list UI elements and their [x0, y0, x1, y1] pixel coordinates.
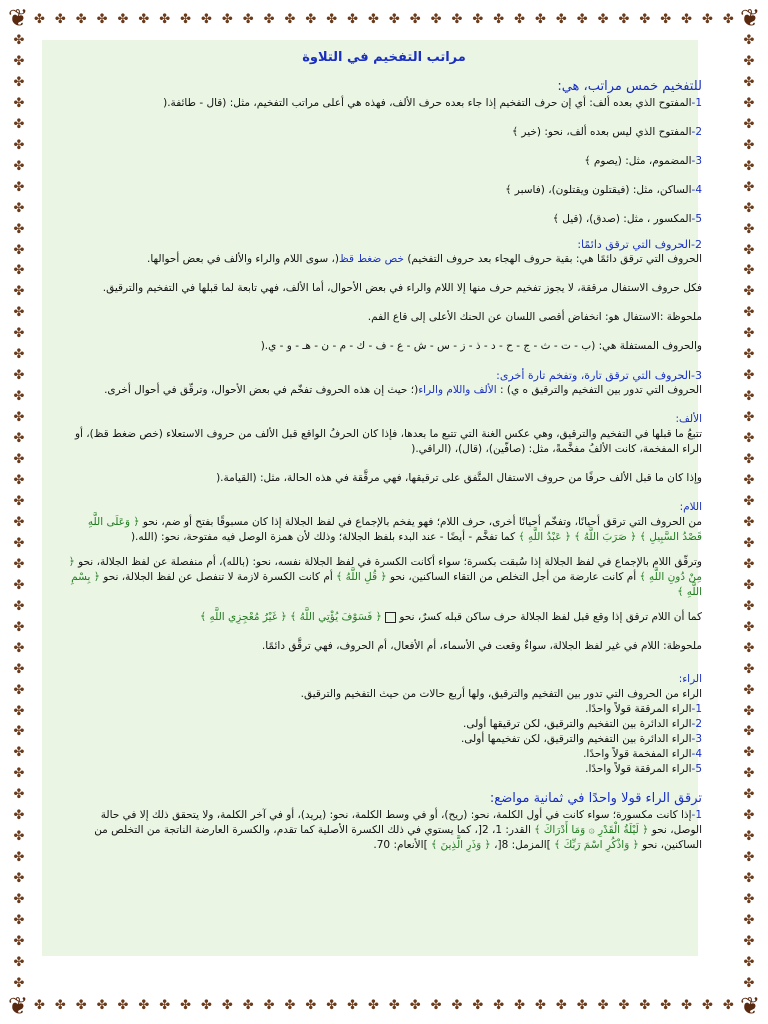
border-ornament-icon: ✤ [743, 95, 755, 111]
border-ornament-icon: ✤ [159, 997, 171, 1013]
border-ornament-icon: ✤ [201, 11, 212, 27]
border-ornament-icon: ✤ [159, 11, 171, 27]
border-ornament-icon: ✤ [305, 997, 317, 1013]
border-ornament-icon: ✤ [639, 997, 651, 1013]
border-ornament-icon: ✤ [743, 975, 755, 990]
border-ornament-icon: ✤ [743, 892, 755, 908]
border-ornament-icon: ✤ [472, 11, 484, 27]
border-ornament-icon: ✤ [743, 284, 755, 300]
border-ornament-icon: ✤ [743, 368, 755, 384]
always-thin-paragraph: فكل حروف الاستفال مرققة، لا يجوز تفخيم حرف منها إلا اللام والراء في بعض الأحوال، أما الألف، فهي تابعة لما قبلها في التفخيم والترقيق. [102, 282, 702, 294]
border-ornament-icon: ✤ [13, 263, 25, 279]
border-ornament-icon: ✤ [180, 997, 192, 1013]
border-ornament-icon: ✤ [743, 263, 755, 279]
border-ornament-icon: ✤ [347, 11, 359, 27]
border-ornament-icon: ✤ [13, 284, 25, 300]
border-ornament-icon: ✤ [13, 368, 25, 384]
border-ornament-icon: ✤ [221, 997, 233, 1013]
rank-item: 2-المفتوح الذي ليس بعده ألف، نحو: (خير ﴾ [511, 126, 702, 138]
border-ornament-icon: ✤ [743, 74, 755, 90]
alif-paragraph: تتبعُ ما قبلها في التفخيم والترقيق، وهي عكس الغنة التي تتبع ما بعدها، فإذا كان الحرفُ الواقع قبل الألف من حروف الاستعلاء (خص ضغط قظ)، أو الراء المفخمة، كانت الألفُ مفخَّمةً، مثل: (صافّين)، (قال)، (الراقي.( [74, 428, 702, 455]
border-ornament-icon: ✤ [743, 724, 755, 740]
rank-item: 5-المكسور ، مثل: (صدق)، (قيل ﴾ [552, 213, 702, 225]
border-ornament-icon: ✤ [96, 11, 108, 27]
border-ornament-icon: ✤ [660, 11, 672, 27]
border-ornament-icon: ✤ [743, 577, 755, 593]
rank-item: 1-المفتوح الذي بعده ألف: أي إن حرف التفخيم إذا جاء بعده حرف الألف، فهذه هي أعلى مراتب التفخيم، مثل: (قال - طائفة.( [163, 97, 702, 109]
border-ornament-icon: ✤ [13, 305, 25, 321]
border-ornament-icon: ✤ [514, 11, 526, 27]
border-ornament-icon: ✤ [117, 11, 129, 27]
border-ornament-icon: ✤ [743, 745, 755, 761]
border-ornament-icon: ✤ [576, 997, 588, 1013]
border-ornament-icon: ✤ [13, 954, 25, 970]
border-ornament-icon: ✤ [54, 997, 66, 1013]
border-ornament-icon: ✤ [743, 787, 755, 803]
border-ornament-icon: ✤ [743, 200, 755, 216]
border-ornament-icon: ✤ [13, 347, 25, 363]
border-ornament-icon: ✤ [13, 431, 25, 447]
border-ornament-icon: ✤ [409, 11, 421, 27]
border-ornament-icon: ✤ [13, 326, 25, 342]
border-ornament-icon: ✤ [13, 703, 25, 719]
border-ornament-icon: ✤ [743, 305, 755, 321]
border-left [8, 34, 30, 990]
border-ornament-icon: ✤ [639, 11, 651, 27]
border-ornament-icon: ✤ [576, 11, 588, 27]
border-ornament-icon: ✤ [13, 74, 25, 90]
border-ornament-icon: ✤ [722, 997, 734, 1013]
alif-heading: الألف: [675, 413, 702, 425]
border-ornament-icon: ✤ [242, 997, 254, 1013]
ra-heading: الراء: [678, 673, 702, 685]
border-ornament-icon: ✤ [13, 871, 25, 887]
lam-paragraph: وترقّق اللام بالإجماع في لفظ الجلالة إذا سُبقت بكسرة؛ سواء أكانت الكسرة في لفظ الجلالة نفسه، نحو: (بالله)، أم منفصلة عن لفظ الجلالة، نحو ﴿ مِنْ دُونِ اللَّهِ ﴾ أم كانت عارضة من أجل التخلص من التقاء الساكنين، نحو ﴿ قُلِ اللَّهُ ﴾ أم كانت الكسرة لازمة لا تنفصل عن لفظ الجلالة، نحو ﴿ بِسْمِ اللَّهِ ﴾ [68, 556, 702, 598]
ra-item: 3-الراء الدائرة بين التفخيم والترقيق، لكن تفخيمها أولى. [460, 733, 702, 745]
border-ornament-icon: ✤ [13, 452, 25, 468]
border-ornament-icon: ✤ [430, 11, 442, 27]
border-ornament-icon: ✤ [743, 242, 755, 258]
border-ornament-icon: ✤ [326, 997, 338, 1013]
note-text: ملحوظة :الاستفال هو: انخفاض أقصى اللسان عن الحنك الأعلى إلى قاع الفم. [367, 311, 702, 323]
border-ornament-icon: ✤ [451, 11, 463, 27]
border-ornament-icon: ✤ [743, 640, 755, 656]
border-ornament-icon: ✤ [13, 221, 25, 237]
always-thin-text: الحروف التي ترقق دائمًا هي: بقية حروف الهجاء بعد حروف التفخيم) خص ضغط قظ(، سوى اللام والراء والألف في بعض أحوالها. [147, 253, 702, 265]
border-ornament-icon: ✤ [180, 11, 192, 27]
border-ornament-icon: ✤ [743, 766, 755, 782]
border-ornament-icon: ✤ [13, 137, 25, 153]
corner-ornament-icon: ❦ [739, 4, 761, 32]
border-ornament-icon: ✤ [13, 158, 25, 174]
border-ornament-icon: ✤ [743, 954, 755, 970]
border-ornament-icon: ✤ [13, 493, 25, 509]
border-ornament-icon: ✤ [493, 11, 505, 27]
border-ornament-icon: ✤ [13, 95, 25, 111]
border-ornament-icon: ✤ [13, 808, 25, 824]
border-ornament-icon: ✤ [13, 682, 25, 698]
border-ornament-icon: ✤ [13, 389, 25, 405]
border-ornament-icon: ✤ [13, 850, 25, 866]
border-ornament-icon: ✤ [430, 997, 442, 1013]
page-title: مراتب التفخيم في التلاوة [302, 50, 466, 65]
border-ornament-icon: ✤ [743, 431, 755, 447]
rank-item: 4-الساكن، مثل: (فيقتلون ويقتلون)، (فاسبر ﴾ [505, 184, 702, 196]
border-ornament-icon: ✤ [13, 556, 25, 572]
border-ornament-icon: ✤ [13, 200, 25, 216]
border-top [34, 8, 734, 30]
border-ornament-icon: ✤ [702, 11, 713, 27]
border-ornament-icon: ✤ [75, 11, 87, 27]
ra-item: 5-الراء المرققة قولاً واحدًا. [585, 763, 702, 775]
border-ornament-icon: ✤ [13, 34, 25, 48]
corner-ornament-icon: ❦ [739, 992, 761, 1020]
border-ornament-icon: ✤ [201, 997, 212, 1013]
border-ornament-icon: ✤ [743, 933, 755, 949]
border-ornament-icon: ✤ [722, 11, 734, 27]
border-ornament-icon: ✤ [13, 724, 25, 740]
border-ornament-icon: ✤ [13, 640, 25, 656]
border-ornament-icon: ✤ [13, 473, 25, 489]
border-ornament-icon: ✤ [743, 221, 755, 237]
border-ornament-icon: ✤ [743, 661, 755, 677]
border-ornament-icon: ✤ [388, 997, 400, 1013]
border-ornament-icon: ✤ [618, 11, 630, 27]
note-text: ملحوظة: اللام في غير لفظ الجلالة، سواءٌ وقعت في الأسماء، أم الأفعال، أم الحروف، فهي ترقَّق دائمًا. [261, 640, 702, 652]
lam-paragraph: من الحروف التي ترقق أحيانًا، وتفخّم أحيانًا أخرى، حرف اللام؛ فهو يفخم بالإجماع في لفظ الجلالة إذا كان مسبوقًا بفتح أو ضم، نحو ﴿ وَعَلَى اللَّهِ قَصْدُ السَّبِيلِ ﴾ ﴿ صَرَبَ اللَّهُ ﴾ ﴿ عَبْدُ اللَّهِ ﴾ كما تفخَّم - أيضًا - عند البدء بلفظ الجلالة؛ وذلك لأن همزة الوصل فيه مفتوحة، نحو: (الله.( [87, 516, 702, 543]
border-ornament-icon: ✤ [743, 850, 755, 866]
border-ornament-icon: ✤ [13, 577, 25, 593]
border-ornament-icon: ✤ [368, 997, 379, 1013]
border-ornament-icon: ✤ [242, 11, 254, 27]
border-ornament-icon: ✤ [681, 997, 693, 1013]
ra-intro: الراء من الحروف التي تدور بين التفخيم والترقيق، ولها أربع حالات من حيث التفخيم والترقيق. [300, 688, 702, 700]
border-ornament-icon: ✤ [13, 829, 25, 845]
rank-item: 3-المضموم، مثل: (يصوم ﴾ [584, 155, 702, 167]
border-ornament-icon: ✤ [618, 997, 630, 1013]
border-ornament-icon: ✤ [96, 997, 108, 1013]
border-ornament-icon: ✤ [451, 997, 463, 1013]
border-ornament-icon: ✤ [13, 913, 25, 929]
border-ornament-icon: ✤ [75, 997, 87, 1013]
border-ornament-icon: ✤ [368, 11, 379, 27]
border-ornament-icon: ✤ [34, 11, 45, 27]
border-ornament-icon: ✤ [743, 158, 755, 174]
alif-paragraph: وإذا كان ما قبل الألف حرفًا من حروف الاستفال المتَّفق على ترقيقها، فهي مرقَّقة في هذه الحالة، مثل: (القيامة.( [216, 472, 702, 484]
border-ornament-icon: ✤ [13, 179, 25, 195]
border-ornament-icon: ✤ [660, 997, 672, 1013]
border-ornament-icon: ✤ [743, 913, 755, 929]
border-ornament-icon: ✤ [743, 389, 755, 405]
border-ornament-icon: ✤ [535, 11, 546, 27]
border-ornament-icon: ✤ [263, 11, 275, 27]
ra-item: 4-الراء المفخمة قولاً واحدًا. [583, 748, 702, 760]
border-ornament-icon: ✤ [743, 598, 755, 614]
border-ornament-icon: ✤ [13, 619, 25, 635]
document-body [66, 48, 702, 853]
border-ornament-icon: ✤ [284, 11, 296, 27]
border-ornament-icon: ✤ [409, 997, 421, 1013]
border-right [738, 34, 760, 990]
border-ornament-icon: ✤ [13, 598, 25, 614]
border-ornament-icon: ✤ [743, 179, 755, 195]
border-ornament-icon: ✤ [54, 11, 66, 27]
lam-heading: اللام: [679, 501, 702, 513]
eight-positions-heading: ترقق الراء قولا واحدًا في ثمانية مواضع: [489, 791, 702, 806]
border-ornament-icon: ✤ [221, 11, 233, 27]
border-ornament-icon: ✤ [514, 997, 526, 1013]
border-ornament-icon: ✤ [13, 53, 25, 69]
border-ornament-icon: ✤ [681, 11, 693, 27]
border-ornament-icon: ✤ [743, 347, 755, 363]
border-ornament-icon: ✤ [13, 787, 25, 803]
border-ornament-icon: ✤ [117, 997, 129, 1013]
ra-item: 2-الراء الدائرة بين التفخيم والترقيق، لكن ترقيقها أولى. [463, 718, 702, 730]
border-ornament-icon: ✤ [138, 997, 150, 1013]
sometimes-heading: 3-الحروف التي ترقق تارة، وتفخم تارة أخرى: [496, 369, 702, 382]
border-ornament-icon: ✤ [702, 997, 713, 1013]
ra-item: 1-الراء المرققة قولاً واحدًا. [585, 703, 702, 715]
border-ornament-icon: ✤ [263, 997, 275, 1013]
border-ornament-icon: ✤ [34, 997, 45, 1013]
border-ornament-icon: ✤ [493, 997, 505, 1013]
corner-ornament-icon: ❦ [7, 992, 29, 1020]
border-ornament-icon: ✤ [743, 556, 755, 572]
border-bottom [34, 994, 734, 1016]
border-ornament-icon: ✤ [743, 137, 755, 153]
border-ornament-icon: ✤ [743, 116, 755, 132]
border-ornament-icon: ✤ [13, 766, 25, 782]
border-ornament-icon: ✤ [13, 514, 25, 530]
border-ornament-icon: ✤ [555, 997, 567, 1013]
border-ornament-icon: ✤ [13, 535, 25, 551]
sometimes-text: الحروف التي تدور بين التفخيم والترقيق ه ي) : الألف واللام والراء(؛ حيث إن هذه الحروف تفخّم في بعض الأحوال، وترقّق في أحوال أخرى. [104, 384, 702, 396]
border-ornament-icon: ✤ [743, 473, 755, 489]
border-ornament-icon: ✤ [743, 410, 755, 426]
border-ornament-icon: ✤ [13, 116, 25, 132]
border-ornament-icon: ✤ [743, 829, 755, 845]
border-ornament-icon: ✤ [347, 997, 359, 1013]
border-ornament-icon: ✤ [305, 11, 317, 27]
lam-paragraph: كما أن اللام ترقق إذا وقع قبل لفظ الجلالة حرف ساكن قبله كسرٌ، نحو ﴿ فَسَوْفَ يُؤْتِي اللَّهُ ﴾ ﴿ غَيْرُ مُعْجِزِي اللَّهِ ﴾ [199, 611, 702, 623]
border-ornament-icon: ✤ [13, 242, 25, 258]
border-ornament-icon: ✤ [597, 997, 609, 1013]
border-ornament-icon: ✤ [13, 661, 25, 677]
border-ornament-icon: ✤ [555, 11, 567, 27]
border-ornament-icon: ✤ [13, 410, 25, 426]
border-ornament-icon: ✤ [13, 745, 25, 761]
border-ornament-icon: ✤ [13, 933, 25, 949]
eight-paragraph: 1-إذا كانت مكسورة؛ سواء كانت في أول الكلمة، نحو: (ريح)، أو في وسط الكلمة، نحو: (يريد)، أو في آخر الكلمة، ولا يتحقق ذلك إلا في حالة الوصل، نحو ﴿ لَيْلَةُ الْقَدْرِ ۞ وَمَا أَدْرَاكَ ﴾ القدر: 1، 2[، كما يستوي في ذلك الكسرة الأصلية كما تقدم، والكسرة العارضة الناتجة من التخلص من الساكنين، نحو ﴿ وَاذْكُرِ اسْمَ رَبِّكَ ﴾ ]المزمل: 8[، ﴿ وَذَرِ الَّذِينَ ﴾ ]الأنعام: 70. [94, 809, 702, 851]
box-icon [385, 612, 396, 623]
border-ornament-icon: ✤ [743, 808, 755, 824]
border-ornament-icon: ✤ [138, 11, 150, 27]
border-ornament-icon: ✤ [284, 997, 296, 1013]
border-ornament-icon: ✤ [597, 11, 609, 27]
border-ornament-icon: ✤ [326, 11, 338, 27]
always-thin-heading: 2-الحروف التي ترقق دائمًا: [577, 238, 702, 251]
border-ornament-icon: ✤ [535, 997, 546, 1013]
border-ornament-icon: ✤ [743, 53, 755, 69]
border-ornament-icon: ✤ [13, 892, 25, 908]
border-ornament-icon: ✤ [743, 514, 755, 530]
border-ornament-icon: ✤ [743, 452, 755, 468]
border-ornament-icon: ✤ [388, 11, 400, 27]
border-ornament-icon: ✤ [743, 535, 755, 551]
border-ornament-icon: ✤ [743, 493, 755, 509]
border-ornament-icon: ✤ [743, 326, 755, 342]
corner-ornament-icon: ❦ [7, 4, 29, 32]
border-ornament-icon: ✤ [743, 871, 755, 887]
border-ornament-icon: ✤ [743, 619, 755, 635]
border-ornament-icon: ✤ [743, 703, 755, 719]
border-ornament-icon: ✤ [743, 34, 755, 48]
letters-list: والحروف المستفلة هي: (ب - ت - ث - ج - ح - د - ذ - ز - س - ش - ع - ف - ك - م - ن - هـ - و - ي.( [260, 340, 702, 352]
border-ornament-icon: ✤ [472, 997, 484, 1013]
border-ornament-icon: ✤ [743, 682, 755, 698]
border-ornament-icon: ✤ [13, 975, 25, 990]
section-heading: للتفخيم خمس مراتب، هي: [557, 79, 702, 94]
